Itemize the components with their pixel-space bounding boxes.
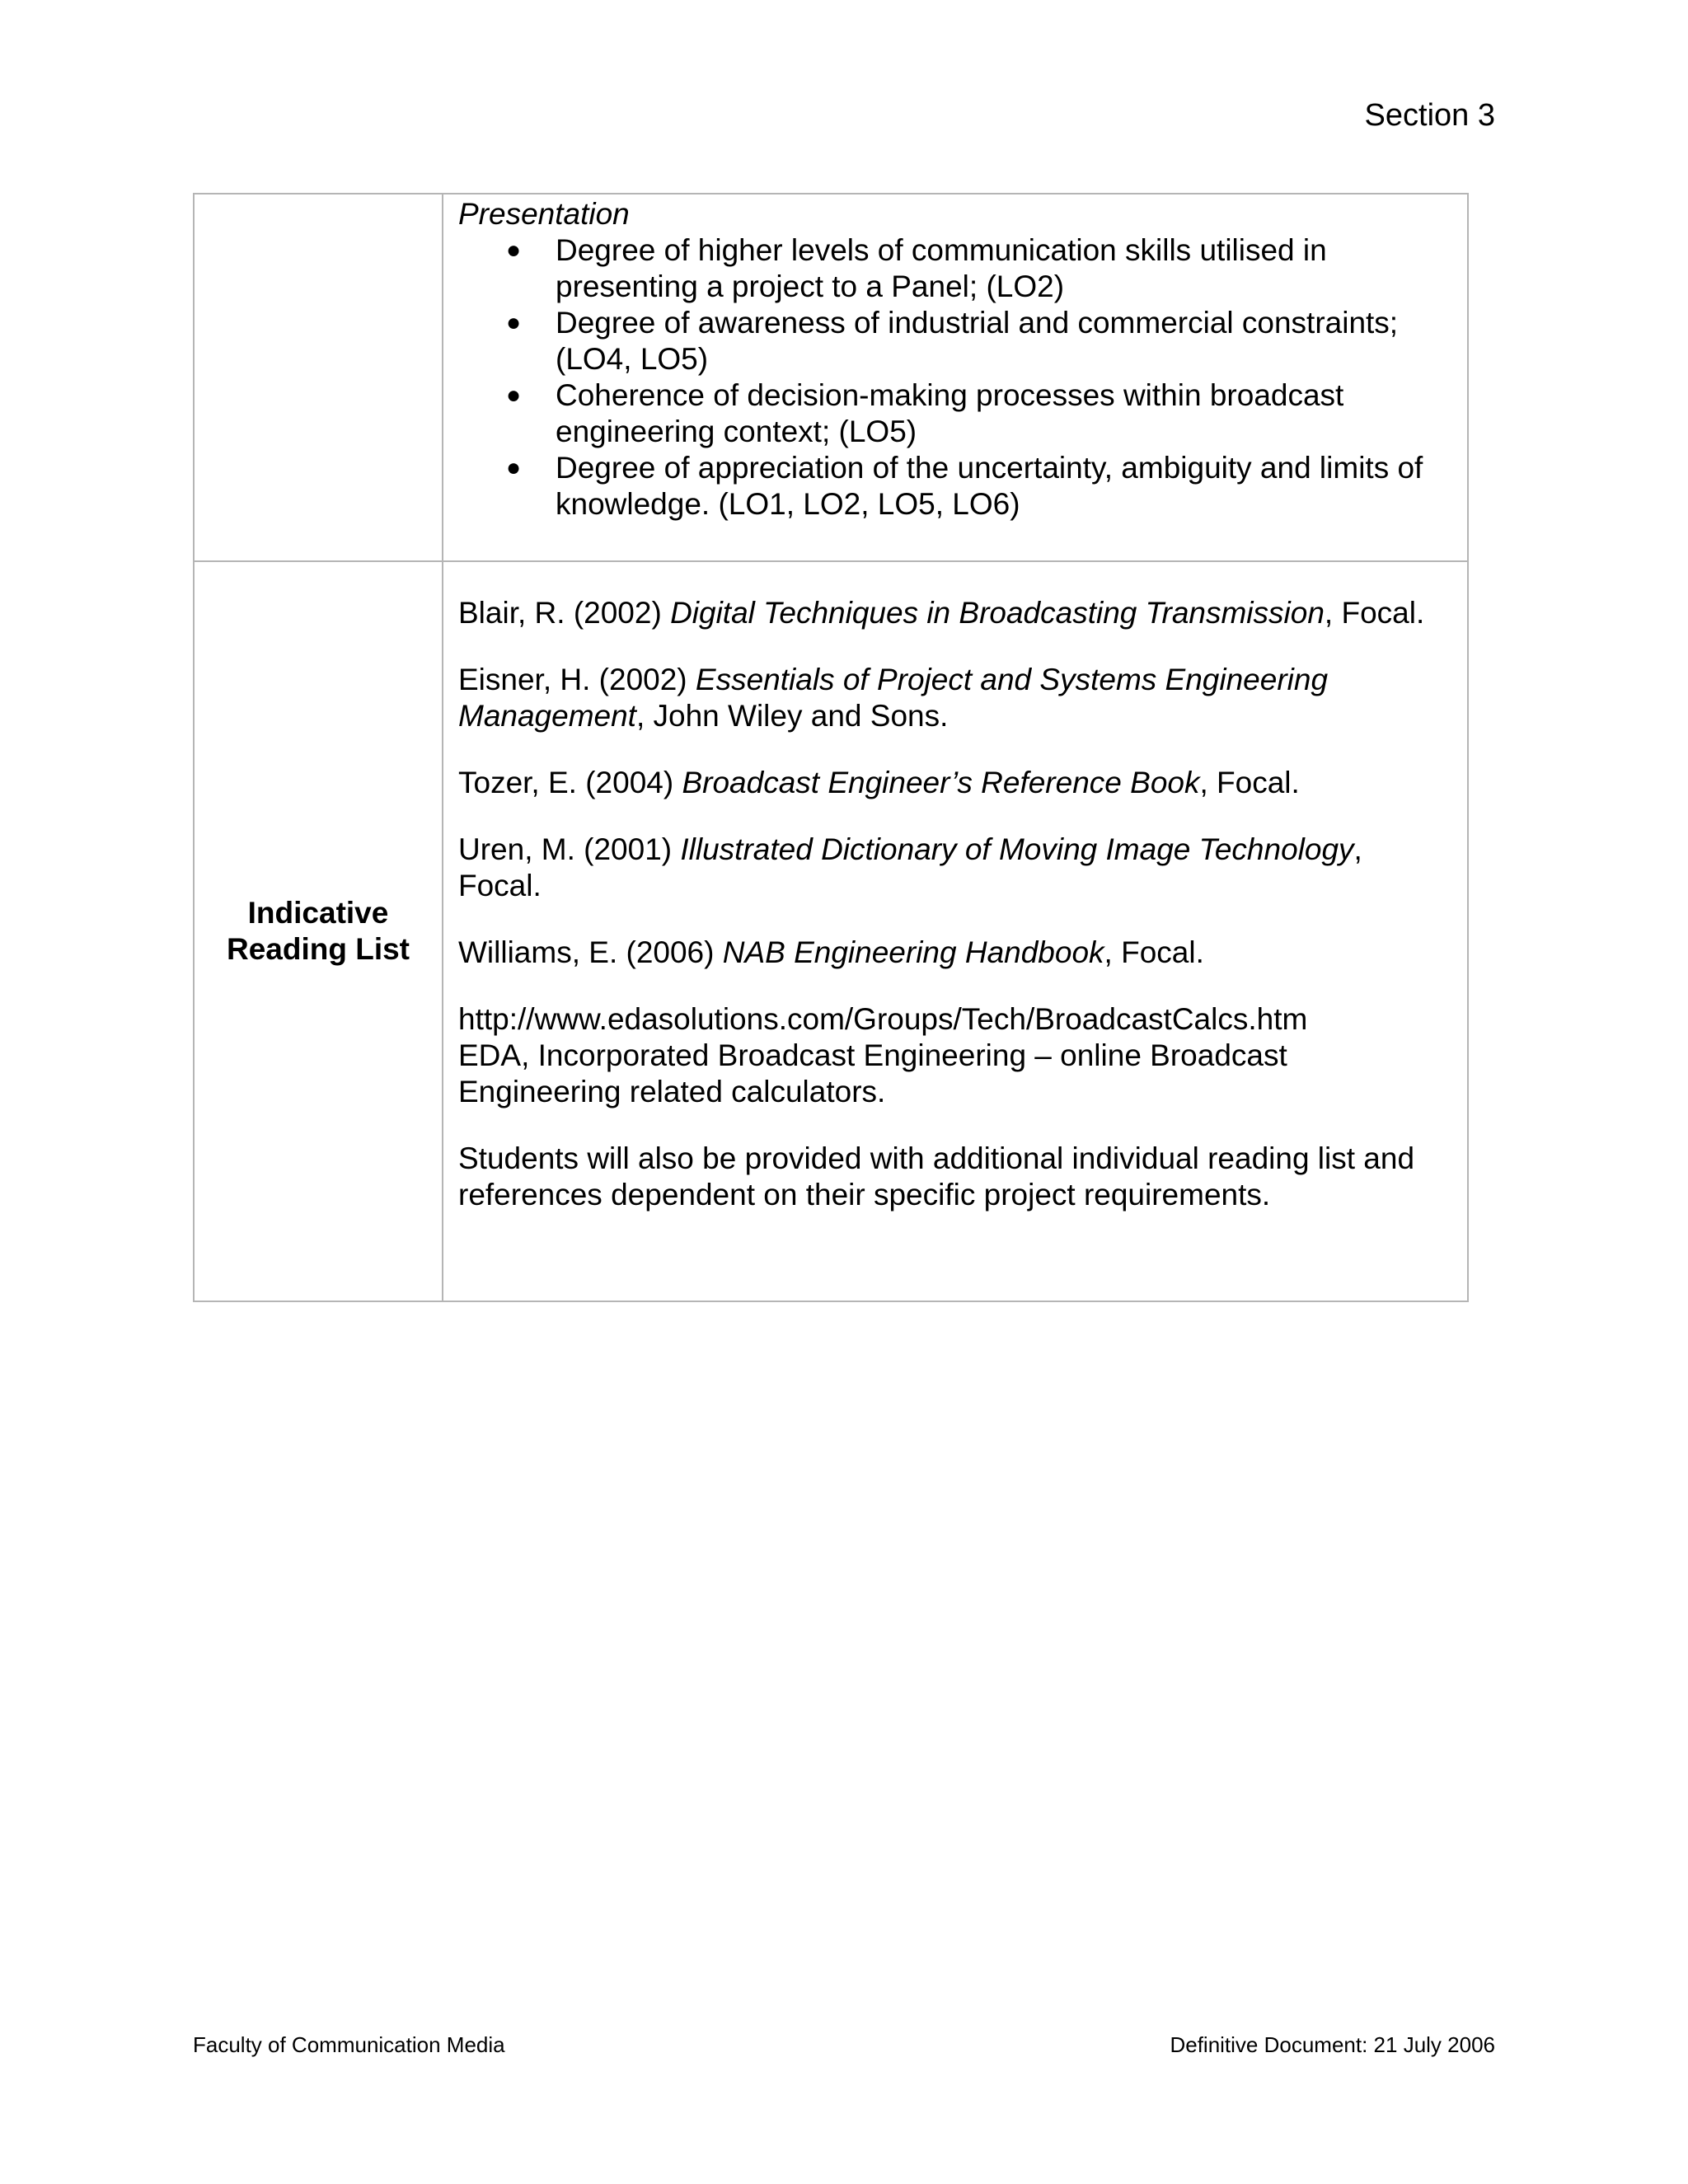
presentation-criteria-list	[458, 232, 1451, 523]
reference-publisher: , Focal.	[1104, 935, 1204, 969]
presentation-row	[194, 194, 1468, 561]
reference-title: Digital Techniques in Broadcasting Transmission	[670, 596, 1325, 630]
reading-list-heading: Indicative Reading List	[226, 896, 410, 966]
footer-faculty: Faculty of Communication Media	[193, 2032, 505, 2057]
bullet-icon: ●	[506, 382, 522, 409]
presentation-cell	[443, 194, 1468, 561]
reference-publisher: , Focal.	[1324, 596, 1425, 630]
reference-publisher: , John Wiley and Sons.	[635, 699, 949, 733]
reference-title: NAB Engineering Handbook	[722, 935, 1104, 969]
bullet-icon: ●	[506, 237, 522, 264]
presentation-row-label-cell	[194, 194, 443, 561]
web-reference	[458, 1001, 1451, 1110]
criteria-item-text: Coherence of decision-making processes within broadcast engineering context; (LO5)	[556, 378, 1344, 448]
reading-list-row	[194, 561, 1468, 1301]
reference-author: Williams, E. (2006)	[458, 935, 723, 969]
bullet-icon: ●	[506, 454, 522, 481]
bullet-icon: ●	[506, 309, 522, 336]
reference-publisher: , Focal.	[1199, 766, 1300, 799]
reference-author: Blair, R. (2002)	[458, 596, 671, 630]
reference-item	[458, 765, 1451, 801]
reference-author: Uren, M. (2001)	[458, 832, 681, 866]
criteria-item-text: Degree of awareness of industrial and commercial constraints; (LO4, LO5)	[556, 306, 1399, 376]
criteria-item	[458, 450, 1451, 523]
reference-title: Broadcast Engineer’s Reference Book	[682, 766, 1200, 799]
reference-item	[458, 935, 1451, 971]
reference-item	[458, 595, 1451, 631]
criteria-item	[458, 305, 1451, 377]
reading-list-label-cell	[194, 561, 443, 1301]
reference-item	[458, 662, 1451, 734]
reference-title: Essentials of Project and Systems Engineering Management	[458, 663, 1329, 733]
reference-author: Eisner, H. (2002)	[458, 663, 696, 696]
reference-item	[458, 832, 1451, 904]
module-table	[193, 193, 1469, 1302]
reference-publisher: , Focal.	[458, 832, 1362, 902]
criteria-item-text: Degree of appreciation of the uncertainty, ambiguity and limits of knowledge. (LO1, LO2, LO5, LO6)	[556, 451, 1423, 521]
presentation-title: Presentation	[458, 197, 630, 231]
reading-list-note: Students will also be provided with additional individual reading list and references dependent on their specific project requirements.	[458, 1141, 1415, 1212]
web-reference-url[interactable]: http://www.edasolutions.com/Groups/Tech/BroadcastCalcs.htm	[458, 1002, 1308, 1036]
section-label: Section 3	[1364, 98, 1495, 133]
footer-document-date: Definitive Document: 21 July 2006	[1170, 2032, 1495, 2057]
web-reference-description: EDA, Incorporated Broadcast Engineering – online Broadcast Engineering related calculators.	[458, 1038, 1287, 1108]
reading-list-cell	[443, 561, 1468, 1301]
criteria-item	[458, 377, 1451, 450]
reference-author: Tozer, E. (2004)	[458, 766, 682, 799]
criteria-item-text: Degree of higher levels of communication skills utilised in presenting a project to a Panel; (LO2)	[556, 233, 1327, 303]
reference-title: Illustrated Dictionary of Moving Image Technology	[680, 832, 1354, 866]
criteria-item	[458, 232, 1451, 305]
